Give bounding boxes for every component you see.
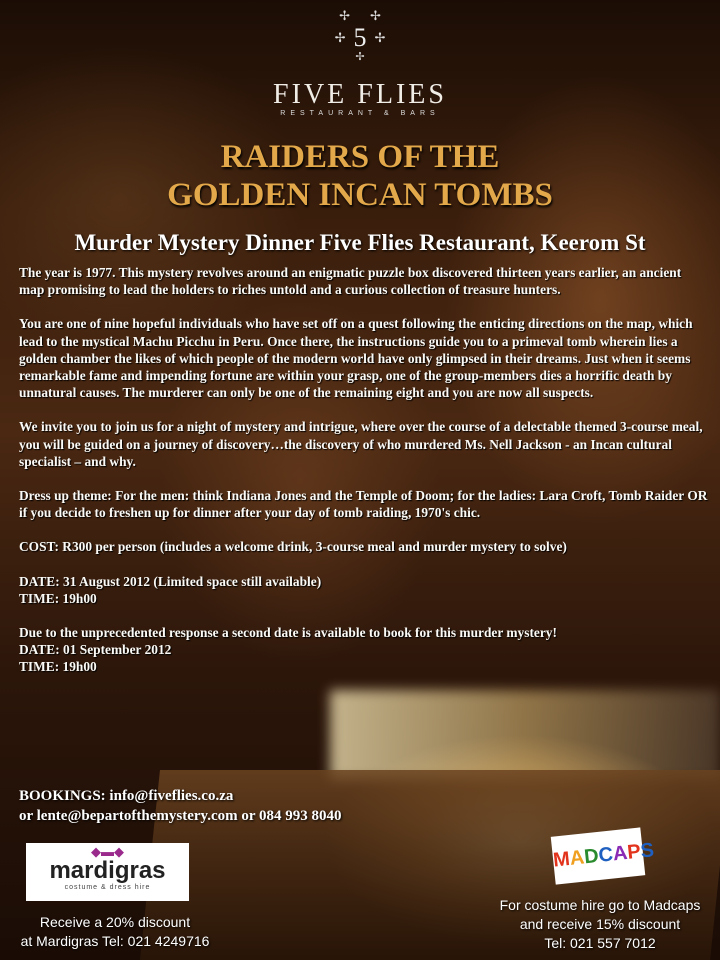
logo-number-row xyxy=(0,24,720,52)
fly-icon: ✢ xyxy=(355,51,365,63)
bookings-alt-contact[interactable]: or lente@bepartofthemystery.com or 084 993 8040 xyxy=(19,808,342,824)
fly-icon: ✢ xyxy=(339,8,350,23)
madcaps-letter: C xyxy=(597,843,615,867)
chest-glow xyxy=(330,690,720,780)
mardigras-offer xyxy=(10,913,220,951)
madcaps-letter: A xyxy=(568,846,586,870)
bookings-email[interactable]: BOOKINGS: info@fiveflies.co.za xyxy=(19,788,234,804)
invite-paragraph: We invite you to join us for a night of mystery and intrigue, where over the course of a delectable themed 3-course meal, you will be guided on a journey of discovery…the discovery of who murdered Ms. Nell Jackson - an Incan cultural specialist – and why. xyxy=(19,419,703,469)
event-subheading: Murder Mystery Dinner Five Flies Restaurant, Keerom St xyxy=(74,230,646,255)
madcaps-logo xyxy=(551,827,656,884)
date-line: DATE: 31 August 2012 (Limited space still available) xyxy=(19,573,322,589)
logo-name: FIVE FLIES xyxy=(273,79,447,110)
madcaps-offer-line1: For costume hire go to Madcaps xyxy=(499,897,701,913)
event-title-line2: GOLDEN INCAN TOMBS xyxy=(167,177,553,213)
story-paragraph: You are one of nine hopeful individuals who have set off on a quest following the enticing directions on the map, which lead to the mystical Machu Picchu in Peru. Once there, the instructions guide you to a primeval tomb wherein lies a golden chamber the likes of which people of the modern world have only glimpsed in their dreams. Just when it seems remarkable fame and impending fortune are within your grasp, one of the group-members dies a horrific death by unnatural causes. The murderer can only be one of the remaining eight and you are now all suspects. xyxy=(19,316,693,401)
mardigras-logo-tagline: costume & dress hire xyxy=(64,884,151,891)
dress-code-paragraph: Dress up theme: For the men: think Indiana Jones and the Temple of Doom; for the ladies: Lara Croft, Tomb Raider OR if you decide to freshen up for dinner after your day of tomb raiding, 1970's chic. xyxy=(19,488,708,521)
second-time-line: TIME: 19h00 xyxy=(19,659,97,675)
fly-icon: ✢ xyxy=(334,30,346,45)
time-line: TIME: 19h00 xyxy=(19,590,97,606)
mardigras-logo xyxy=(26,843,189,901)
madcaps-letter: A xyxy=(611,841,629,866)
mardigras-offer-line1: Receive a 20% discount xyxy=(39,914,191,930)
madcaps-letter: D xyxy=(583,844,600,869)
madcaps-offer-line3: Tel: 021 557 7012 xyxy=(544,935,656,951)
five-flies-logo xyxy=(0,8,720,117)
bookings-info xyxy=(19,786,342,826)
fly-icon: ✢ xyxy=(374,30,386,45)
madcaps-letter: P xyxy=(626,840,642,864)
cost-line: COST: R300 per person (includes a welcome drink, 3-course meal and murder mystery to solve) xyxy=(19,539,567,555)
event-title-line1: RAIDERS OF THE xyxy=(220,139,500,175)
intro-paragraph: The year is 1977. This mystery revolves around an enigmatic puzzle box discovered thirteen years earlier, an ancient map promising to lead the holders to riches untold and a curious collection of treasure hunters. xyxy=(19,265,682,298)
logo-number: 5 xyxy=(353,23,367,52)
mask-icon: ◆▬◆ xyxy=(91,844,124,859)
madcaps-offer xyxy=(480,896,720,953)
second-date-intro: Due to the unprecedented response a second date is available to book for this murder mystery! xyxy=(19,625,557,641)
madcaps-offer-line2: and receive 15% discount xyxy=(519,916,681,932)
logo-tagline: RESTAURANT & BARS xyxy=(280,110,440,117)
fly-icon: ✢ xyxy=(370,8,381,23)
second-date-line: DATE: 01 September 2012 xyxy=(19,642,172,658)
mardigras-logo-word: mardigras xyxy=(49,857,166,884)
logo-flies-top xyxy=(0,8,720,24)
event-description xyxy=(19,264,709,676)
event-title xyxy=(0,138,720,214)
madcaps-letter: S xyxy=(639,839,656,863)
mardigras-offer-line2: at Mardigras Tel: 021 4249716 xyxy=(20,933,210,949)
madcaps-letter: M xyxy=(552,848,571,872)
